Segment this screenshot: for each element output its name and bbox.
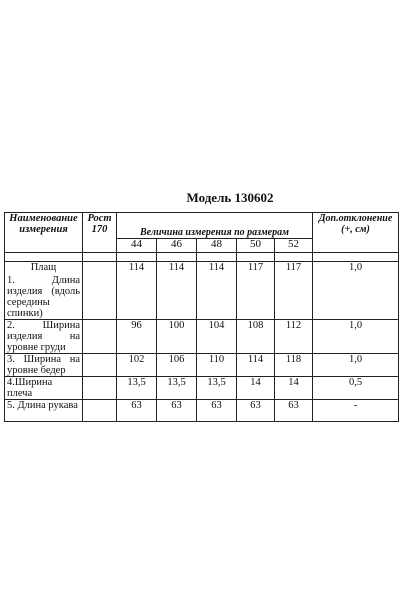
cell-value: 63 bbox=[237, 400, 275, 422]
spacer-row bbox=[5, 253, 399, 262]
header-sizes-span: Величина измерения по размерам bbox=[117, 213, 313, 239]
cell-value: 108 bbox=[237, 320, 275, 354]
header-row bbox=[5, 213, 399, 239]
cell-value: 114 bbox=[197, 262, 237, 320]
row-label: 4.Ширина плеча bbox=[5, 377, 83, 400]
table-row bbox=[5, 320, 399, 354]
cell-value: 100 bbox=[157, 320, 197, 354]
size-header-52: 52 bbox=[275, 239, 313, 253]
row-label: 2. Ширина изделия на уровне груди bbox=[5, 320, 83, 354]
size-measurements-table bbox=[4, 212, 399, 422]
table-row bbox=[5, 400, 399, 422]
cell-value: 13,5 bbox=[117, 377, 157, 400]
row-label: 3. Ширина на уровне бедер bbox=[5, 354, 83, 377]
row-label: 5. Длина рукава bbox=[5, 400, 83, 422]
size-header-48: 48 bbox=[197, 239, 237, 253]
section-label: Плащ bbox=[30, 262, 57, 273]
cell-value: 117 bbox=[275, 262, 313, 320]
table-row bbox=[5, 262, 399, 320]
cell-deviation: 0,5 bbox=[313, 377, 399, 400]
cell-value: 96 bbox=[117, 320, 157, 354]
cell-value: 14 bbox=[275, 377, 313, 400]
cell-value: 110 bbox=[197, 354, 237, 377]
header-deviation-column: Доп.отклонение (+, см) bbox=[313, 213, 399, 253]
cell-value: 117 bbox=[237, 262, 275, 320]
cell-value: 114 bbox=[117, 262, 157, 320]
cell-value: 106 bbox=[157, 354, 197, 377]
cell-value: 13,5 bbox=[197, 377, 237, 400]
cell-value: 112 bbox=[275, 320, 313, 354]
table-row bbox=[5, 354, 399, 377]
header-name-column: Наименование измерения bbox=[5, 213, 83, 253]
header-rost-column: Рост 170 bbox=[83, 213, 117, 253]
size-header-50: 50 bbox=[237, 239, 275, 253]
cell-value: 14 bbox=[237, 377, 275, 400]
row-label bbox=[5, 262, 83, 320]
cell-deviation: 1,0 bbox=[313, 320, 399, 354]
cell-value: 114 bbox=[157, 262, 197, 320]
cell-deviation: 1,0 bbox=[313, 354, 399, 377]
cell-value: 63 bbox=[117, 400, 157, 422]
table-row bbox=[5, 377, 399, 400]
cell-value: 102 bbox=[117, 354, 157, 377]
cell-value: 13,5 bbox=[157, 377, 197, 400]
size-header-46: 46 bbox=[157, 239, 197, 253]
cell-value: 104 bbox=[197, 320, 237, 354]
cell-deviation: 1,0 bbox=[313, 262, 399, 320]
cell-deviation: - bbox=[313, 400, 399, 422]
size-header-44: 44 bbox=[117, 239, 157, 253]
cell-value: 114 bbox=[237, 354, 275, 377]
row-label-text: 1. Длина изделия (вдоль середины спинки) bbox=[7, 275, 80, 319]
cell-value: 118 bbox=[275, 354, 313, 377]
document-title: Модель 130602 bbox=[186, 190, 274, 205]
cell-value: 63 bbox=[157, 400, 197, 422]
cell-value: 63 bbox=[197, 400, 237, 422]
cell-value: 63 bbox=[275, 400, 313, 422]
